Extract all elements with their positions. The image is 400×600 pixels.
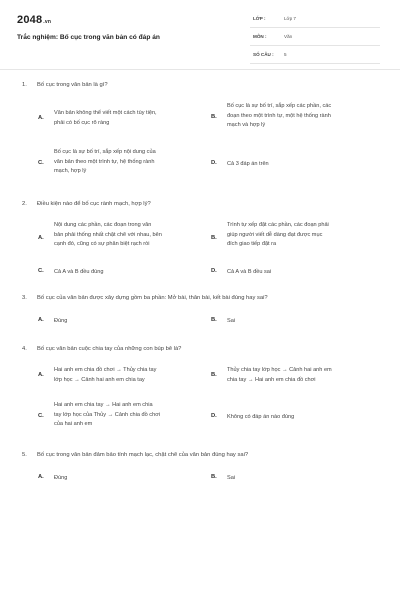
option-letter: D. (211, 160, 217, 166)
meta-value: Lớp 7 (284, 16, 296, 21)
question-text (22, 295, 268, 301)
logo-text: 2048 (17, 14, 43, 26)
meta-row-count (250, 48, 380, 64)
header-divider (0, 69, 400, 70)
question-body: Bố cục của văn bản được xây dựng gồm ba phần: Mở bài, thân bài, kết bài đúng hay sai? (37, 295, 268, 301)
option-text: Trình tự xếp đặt các phần, các đoạn phải giúp người viết dễ dàng đạt được mục đích giao tiếp đặt ra (227, 222, 329, 248)
meta-value: Văn (284, 34, 293, 39)
option-text: Không có đáp án nào đúng (227, 414, 295, 420)
option-letter: B. (211, 235, 217, 241)
option-text: Bố cục là sự bố trí, sắp xếp nội dung của văn bản theo một trình tự, hệ thống rành mạch, hợp lý (54, 149, 156, 175)
option-letter: C. (38, 268, 44, 274)
meta-row-subject (250, 30, 380, 46)
meta-info (250, 12, 380, 66)
option-text: Sai (227, 318, 236, 324)
question-number: 4. (22, 346, 27, 352)
meta-value: 5 (284, 52, 287, 57)
option-text: Hai anh em chia đồ chơi → Thủy chia tay lớp học → Cảnh hai anh em chia tay (54, 367, 157, 383)
option-text: Cả A và B đều đúng (54, 269, 104, 275)
option-letter: A. (38, 235, 44, 241)
question-text (22, 82, 108, 88)
option-text: Nội dung các phần, các đoạn trong văn bản phải thống nhất chặt chẽ với nhau, bên cạnh đó, cũng có sự phân biệt rạch ròi (54, 222, 162, 248)
option-text: Sai (227, 475, 236, 481)
option-text: Văn bản không thể viết một cách tùy tiện, phải có bố cục rõ ràng (54, 110, 157, 126)
option-text: Cả 3 đáp án trên (227, 161, 269, 167)
page-title: Trắc nghiệm: Bố cục trong văn bản có đáp án (17, 34, 160, 41)
option-text: Thủy chia tay lớp học → Cảnh hai anh em chia tay → Hai anh em chia đồ chơi (227, 367, 332, 383)
meta-label: SỐ CÂU : (253, 52, 274, 57)
option-letter: D. (211, 413, 217, 419)
option-letter: A. (38, 115, 44, 121)
question-body: Bố cục trong văn bản là gì? (37, 82, 108, 88)
option-text: Hai anh em chia tay → Hai anh em chia tay lớp học của Thủy → Cảnh chia đồ chơi của hai anh em (54, 402, 161, 428)
question-number: 2. (22, 201, 27, 207)
option-letter: C. (38, 413, 44, 419)
option-letter: C. (38, 160, 44, 166)
question-number: 5. (22, 452, 27, 458)
option-text: Đúng (54, 475, 68, 481)
question-number: 3. (22, 295, 27, 301)
option-letter: B. (211, 372, 217, 378)
option-letter: A. (38, 317, 44, 323)
page-header (0, 0, 400, 70)
option-letter: A. (38, 474, 44, 480)
site-logo[interactable] (17, 14, 51, 26)
meta-label: MÔN : (253, 34, 267, 39)
question-body: Bố cục văn bản cuộc chia tay của những con búp bê là? (37, 346, 182, 352)
option-letter: B. (211, 114, 217, 120)
question-body: Điều kiện nào để bố cục rành mạch, hợp lý? (37, 201, 151, 207)
question-body: Bố cục trong văn bản đảm bảo tính mạch lạc, chặt chẽ của văn bản đúng hay sai? (37, 452, 249, 458)
option-letter: B. (211, 317, 217, 323)
option-text: Đúng (54, 318, 68, 324)
question-text (22, 346, 181, 352)
option-text: Cả A và B đều sai (227, 269, 272, 275)
option-letter: A. (38, 372, 44, 378)
question-number: 1. (22, 82, 27, 88)
option-text: Bố cục là sự bố trí, sắp xếp các phần, các đoạn theo một trình tự, một hệ thống rành mạch và hợp lý (227, 103, 332, 129)
question-text (22, 452, 248, 458)
meta-label: LỚP : (253, 16, 266, 21)
option-letter: B. (211, 474, 217, 480)
meta-row-class (250, 12, 380, 28)
question-text (22, 201, 151, 207)
option-letter: D. (211, 268, 217, 274)
logo-domain: .vn (43, 19, 52, 25)
